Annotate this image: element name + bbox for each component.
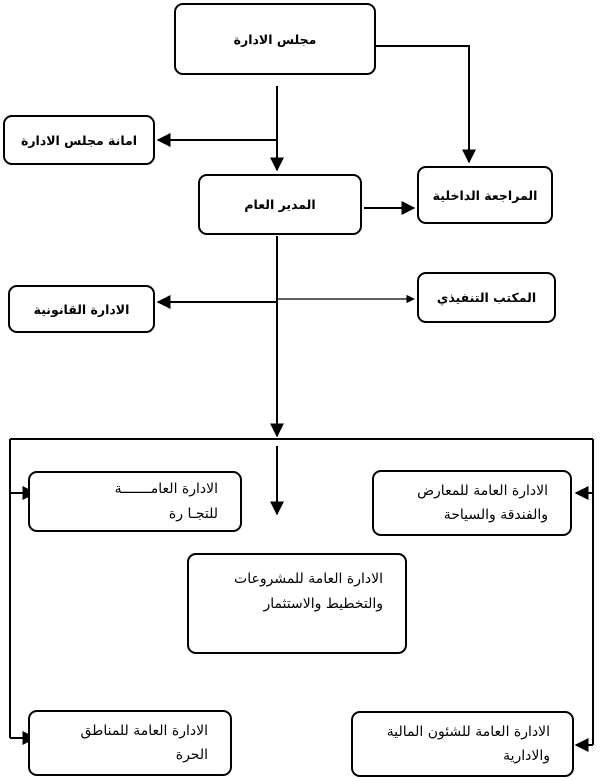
projects-dept-line1: الادارة العامة للمشروعات <box>234 571 383 587</box>
projects-dept-box <box>187 553 407 654</box>
free-zones-dept-line2: الحرة <box>175 747 208 763</box>
legal-department-label: الادارة القانونية <box>33 301 130 317</box>
executive-office-label: المكتب التنفيذي <box>436 290 537 305</box>
internal-audit-box <box>417 166 553 224</box>
trade-dept-line1: الادارة العامـــــــة <box>114 481 218 497</box>
trade-dept-line2: للتجـا رة <box>168 505 218 522</box>
board-box <box>174 3 376 75</box>
legal-department-box <box>8 285 155 333</box>
board-secretariat-label: امانة مجلس الادارة <box>20 132 138 148</box>
finance-admin-dept-box <box>351 711 574 777</box>
free-zones-dept-box <box>28 710 232 776</box>
exhibitions-dept-box <box>372 470 572 536</box>
exhibitions-dept-line2: والفندقة والسياحة <box>443 507 548 523</box>
board-label: مجلس الادارة <box>233 31 317 47</box>
general-manager-label: المدير العام <box>244 197 316 212</box>
exhibitions-dept-line1: الادارة العامة للمعارض <box>417 482 548 499</box>
projects-dept-line2: والتخطيط والاستثمار <box>263 595 383 612</box>
finance-admin-dept-line1: الادارة العامة للشئون المالية <box>386 723 550 740</box>
general-manager-box <box>198 174 362 235</box>
board-secretariat-box <box>3 115 155 165</box>
executive-office-box <box>417 272 556 323</box>
finance-admin-dept-line2: والادارية <box>503 748 550 764</box>
arrow-board-to-audit <box>376 46 469 162</box>
internal-audit-label: المراجعة الداخلية <box>432 187 538 203</box>
trade-dept-box <box>28 471 242 532</box>
free-zones-dept-line1: الادارة العامة للمناطق <box>80 722 208 739</box>
